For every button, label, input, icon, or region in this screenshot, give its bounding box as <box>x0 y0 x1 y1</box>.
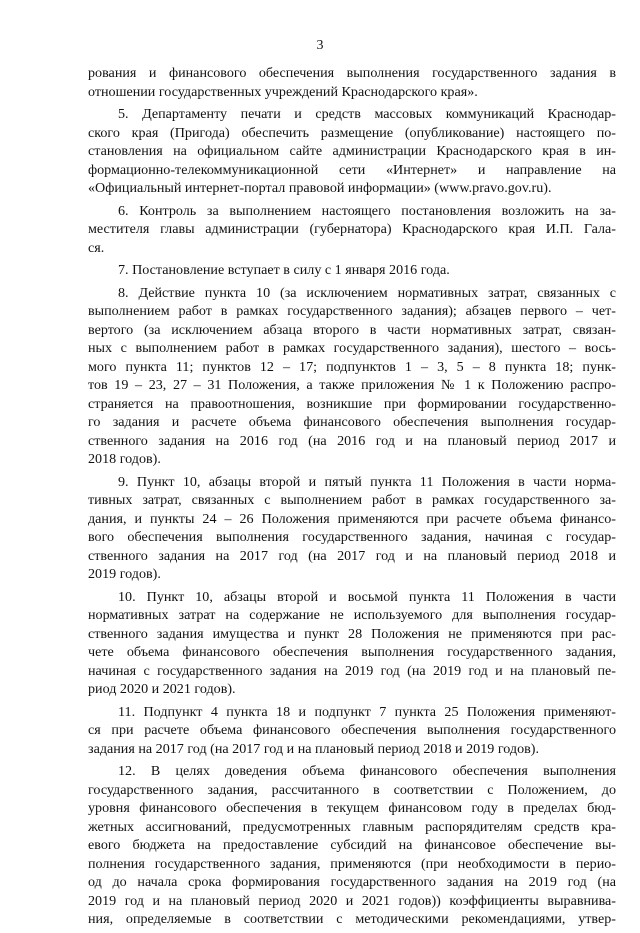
text-line: отношении государственных учреждений Краснодарского края». <box>88 83 478 100</box>
text-line: вого обеспечения выполнения государственного задания, начиная с государ- <box>88 529 616 545</box>
paragraph-item-9 <box>88 473 616 584</box>
text-line: «Официальный интернет-портал правовой информации» (www.pravo.gov.ru). <box>88 180 552 196</box>
text-line: ственного задания на 2017 год (на 2017 год и на плановый период 2018 и <box>88 547 616 564</box>
paragraph-item-7 <box>88 261 616 280</box>
text-line: ных с выполнением работ в рамках государственного задания), шестого – вось- <box>88 340 616 356</box>
text-line: 6. Контроль за выполнением настоящего постановления возложить на за- <box>118 202 616 219</box>
text-line: государственного задания, рассчитанного в соответствии с Положением, до <box>88 781 616 798</box>
text-line: ственного задания на 2016 год (на 2016 год и на плановый период 2017 и <box>88 432 616 449</box>
text-line: евого бюджета на предоставление субсидий на финансовое обеспечение вы- <box>88 837 616 853</box>
paragraph-item-5 <box>88 105 616 198</box>
text-line: выполнением работ в рамках государственного задания); абзацев первого – чет- <box>88 303 616 319</box>
text-line: ния, определяемые в соответствии с методическими рекомендациями, утвер- <box>88 911 616 927</box>
text-line: тов 19 – 23, 27 – 31 Положения, а также приложения № 1 к Положению распро- <box>88 377 616 393</box>
paragraph-item-11 <box>88 703 616 759</box>
text-line: ского края (Пригода) обеспечить размещение (опубликование) настоящего по- <box>88 124 616 141</box>
text-line: 12. В целях доведения объема финансового обеспечения выполнения <box>118 763 616 779</box>
text-line: жетных ассигнований, предусмотренных главным распорядителям средств кра- <box>88 818 616 835</box>
text-line: 2018 годов). <box>88 451 161 467</box>
text-line: полнения государственного задания, применяются (при необходимости в перио- <box>88 855 616 872</box>
page-number: 3 <box>316 38 324 53</box>
text-line: 5. Департаменту печати и средств массовых коммуникаций Краснодар- <box>118 106 616 122</box>
text-line: риод 2020 и 2021 годов). <box>88 681 236 697</box>
text-line: ственного задания имущества и пункт 28 Положения не применяются при рас- <box>88 625 616 642</box>
text-line: од до начала срока формирования государственного задания на 2019 год (на <box>88 874 616 890</box>
text-line: 7. Постановление вступает в силу с 1 января 2016 года. <box>118 262 450 278</box>
paragraph-item-6 <box>88 202 616 258</box>
text-line: 9. Пункт 10, абзацы второй и пятый пункта 11 Положения в части норма- <box>118 473 616 490</box>
text-line: нормативных затрат на содержание не используемого для выполнения государ- <box>88 607 616 623</box>
text-line: дания, и пункты 24 – 26 Положения применяются при расчете объема финансо- <box>88 510 616 527</box>
paragraph-item-8 <box>88 284 616 469</box>
text-line: вертого (за исключением абзаца второго в части нормативных затрат, связан- <box>88 321 616 338</box>
text-line: ся при расчете объема финансового обеспечения выполнения государственного <box>88 722 616 738</box>
text-line: мого пункта 11; пунктов 12 – 17; подпунктов 1 – 3, 5 – 8 пункта 18; пунк- <box>88 358 616 375</box>
text-line: становления на официальном сайте администрации Краснодарского края в ин- <box>88 143 616 159</box>
text-line: 11. Подпункт 4 пункта 18 и подпункт 7 пункта 25 Положения применяют- <box>118 703 616 720</box>
text-line: местителя главы администрации (губернатора) Краснодарского края И.П. Гала- <box>88 221 616 237</box>
text-line: задания на 2017 год (на 2017 год и на плановый период 2018 и 2019 годов). <box>88 740 539 757</box>
paragraph-item-12 <box>88 762 616 929</box>
text-line: 2019 год и на плановый период 2020 и 2021 годов)) коэффициенты выравнива- <box>88 892 616 909</box>
text-line: го задания и расчете объема финансового обеспечения выполнения государ- <box>88 414 616 430</box>
text-line: 10. Пункт 10, абзацы второй и восьмой пункта 11 Положения в части <box>118 588 616 605</box>
document-body <box>88 64 616 933</box>
text-line: тивных затрат, связанных с выполнением работ в рамках государственного за- <box>88 492 616 508</box>
text-line: 2019 годов). <box>88 566 161 582</box>
text-line: рования и финансового обеспечения выполнения государственного задания в <box>88 65 616 81</box>
paragraph-item-10 <box>88 588 616 699</box>
text-line: ся. <box>88 239 105 256</box>
paragraph-continuation <box>88 64 616 101</box>
text-line: начиная с государственного задания на 2019 год (на 2019 год и на плановый пе- <box>88 662 616 679</box>
text-line: 8. Действие пункта 10 (за исключением нормативных затрат, связанных с <box>118 284 616 301</box>
text-line: формационно-телекоммуникационной сети «Интернет» и направление на <box>88 161 616 178</box>
text-line: страняется на правоотношения, возникшие при формировании государственно- <box>88 395 616 412</box>
text-line: чете объема финансового обеспечения выполнения государственного задания, <box>88 644 616 660</box>
text-line: уровня финансового обеспечения в текущем финансовом году в пределах бюд- <box>88 800 616 816</box>
